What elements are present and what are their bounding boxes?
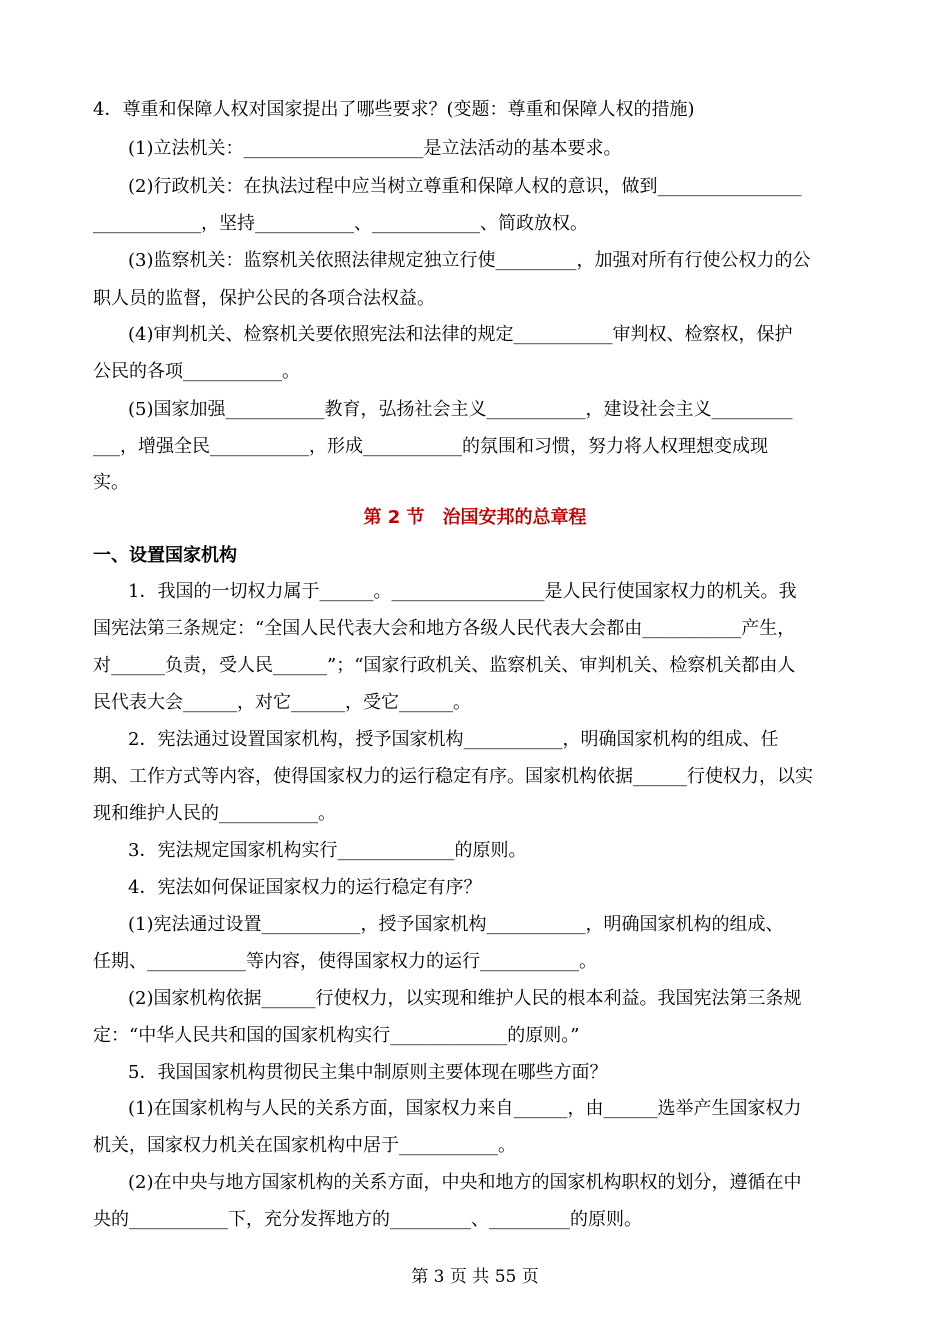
q4-state-line3: 实。 <box>93 472 129 493</box>
item-4: 4．宪法如何保证国家权力的运行稳定有序？ <box>128 877 482 898</box>
item-5-2-line2: 央的___________下，充分发挥地方的_________、_________的原则。 <box>93 1209 642 1230</box>
section-heading: 一、设置国家机构 <box>93 545 237 566</box>
item-5-1-line1: (1)在国家机构与人民的关系方面，国家权力来自______，由______选举产生国家权力 <box>128 1098 802 1119</box>
item-4-2-line1: (2)国家机构依据______行使权力，以实现和维护人民的根本利益。我国宪法第三条规 <box>128 988 802 1009</box>
item-4-1-line1: (1)宪法通过设置___________，授予国家机构___________，明确国家机构的组成、 <box>128 914 784 935</box>
item-1-line2: 国宪法第三条规定：“全国人民代表大会和地方各级人民代表大会都由___________产生， <box>93 618 796 639</box>
q4-supervision-line2: 职人员的监督，保护公民的各项合法权益。 <box>93 288 435 309</box>
item-5: 5．我国国家机构贯彻民主集中制原则主要体现在哪些方面？ <box>128 1062 608 1083</box>
item-4-2-line2: 定：“中华人民共和国的国家机构实行_____________的原则。” <box>93 1025 580 1046</box>
item-5-2-line1: (2)在中央与地方国家机构的关系方面，中央和地方的国家机构职权的划分，遵循在中 <box>128 1172 802 1193</box>
item-2-line1: 2．宪法通过设置国家机构，授予国家机构___________，明确国家机构的组成、任 <box>128 729 779 750</box>
question-4-title: 4．尊重和保障人权对国家提出了哪些要求？(变题：尊重和保障人权的措施) <box>93 99 695 120</box>
q4-judicial-line2: 公民的各项___________。 <box>93 361 300 382</box>
item-1-line3: 对______负责，受人民______”；“国家行政机关、监察机关、审判机关、检察机关都由人 <box>93 655 796 676</box>
item-4-1-line2: 任期、___________等内容，使得国家权力的运行___________。 <box>93 951 597 972</box>
item-3: 3．宪法规定国家机构实行_____________的原则。 <box>128 840 527 861</box>
q4-supervision-line1: (3)监察机关：监察机关依照法律规定独立行使_________，加强对所有行使公权力的公 <box>128 250 811 271</box>
q4-judicial-line1: (4)审判机关、检察机关要依照宪法和法律的规定___________审判权、检察权，保护 <box>128 324 793 345</box>
item-2-line2: 期、工作方式等内容，使得国家权力的运行稳定有序。国家机构依据______行使权力，以实 <box>93 766 813 787</box>
q4-administration-line1: (2)行政机关：在执法过程中应当树立尊重和保障人权的意识，做到________________ <box>128 176 802 197</box>
page-footer: 第 3 页 共 55 页 <box>411 1267 539 1287</box>
section-title: 第 2 节 治国安邦的总章程 <box>363 507 587 528</box>
q4-legislature: (1)立法机关：____________________是立法活动的基本要求。 <box>128 138 622 159</box>
item-2-line3: 现和维护人民的___________。 <box>93 803 336 824</box>
q4-administration-line2: ____________，坚持___________、____________、简政放权。 <box>93 213 588 234</box>
item-1-line1: 1．我国的一切权力属于______。_________________是人民行使国家权力的机关。我 <box>128 581 797 602</box>
item-5-1-line2: 机关，国家权力机关在国家机构中居于___________。 <box>93 1135 516 1156</box>
item-1-line4: 民代表大会______，对它______，受它______。 <box>93 692 471 713</box>
q4-state-line1: (5)国家加强___________教育，弘扬社会主义___________，建设社会主义_________ <box>128 399 793 420</box>
q4-state-line2: ___，增强全民___________，形成___________的氛围和习惯，努力将人权理想变成现 <box>93 436 768 457</box>
